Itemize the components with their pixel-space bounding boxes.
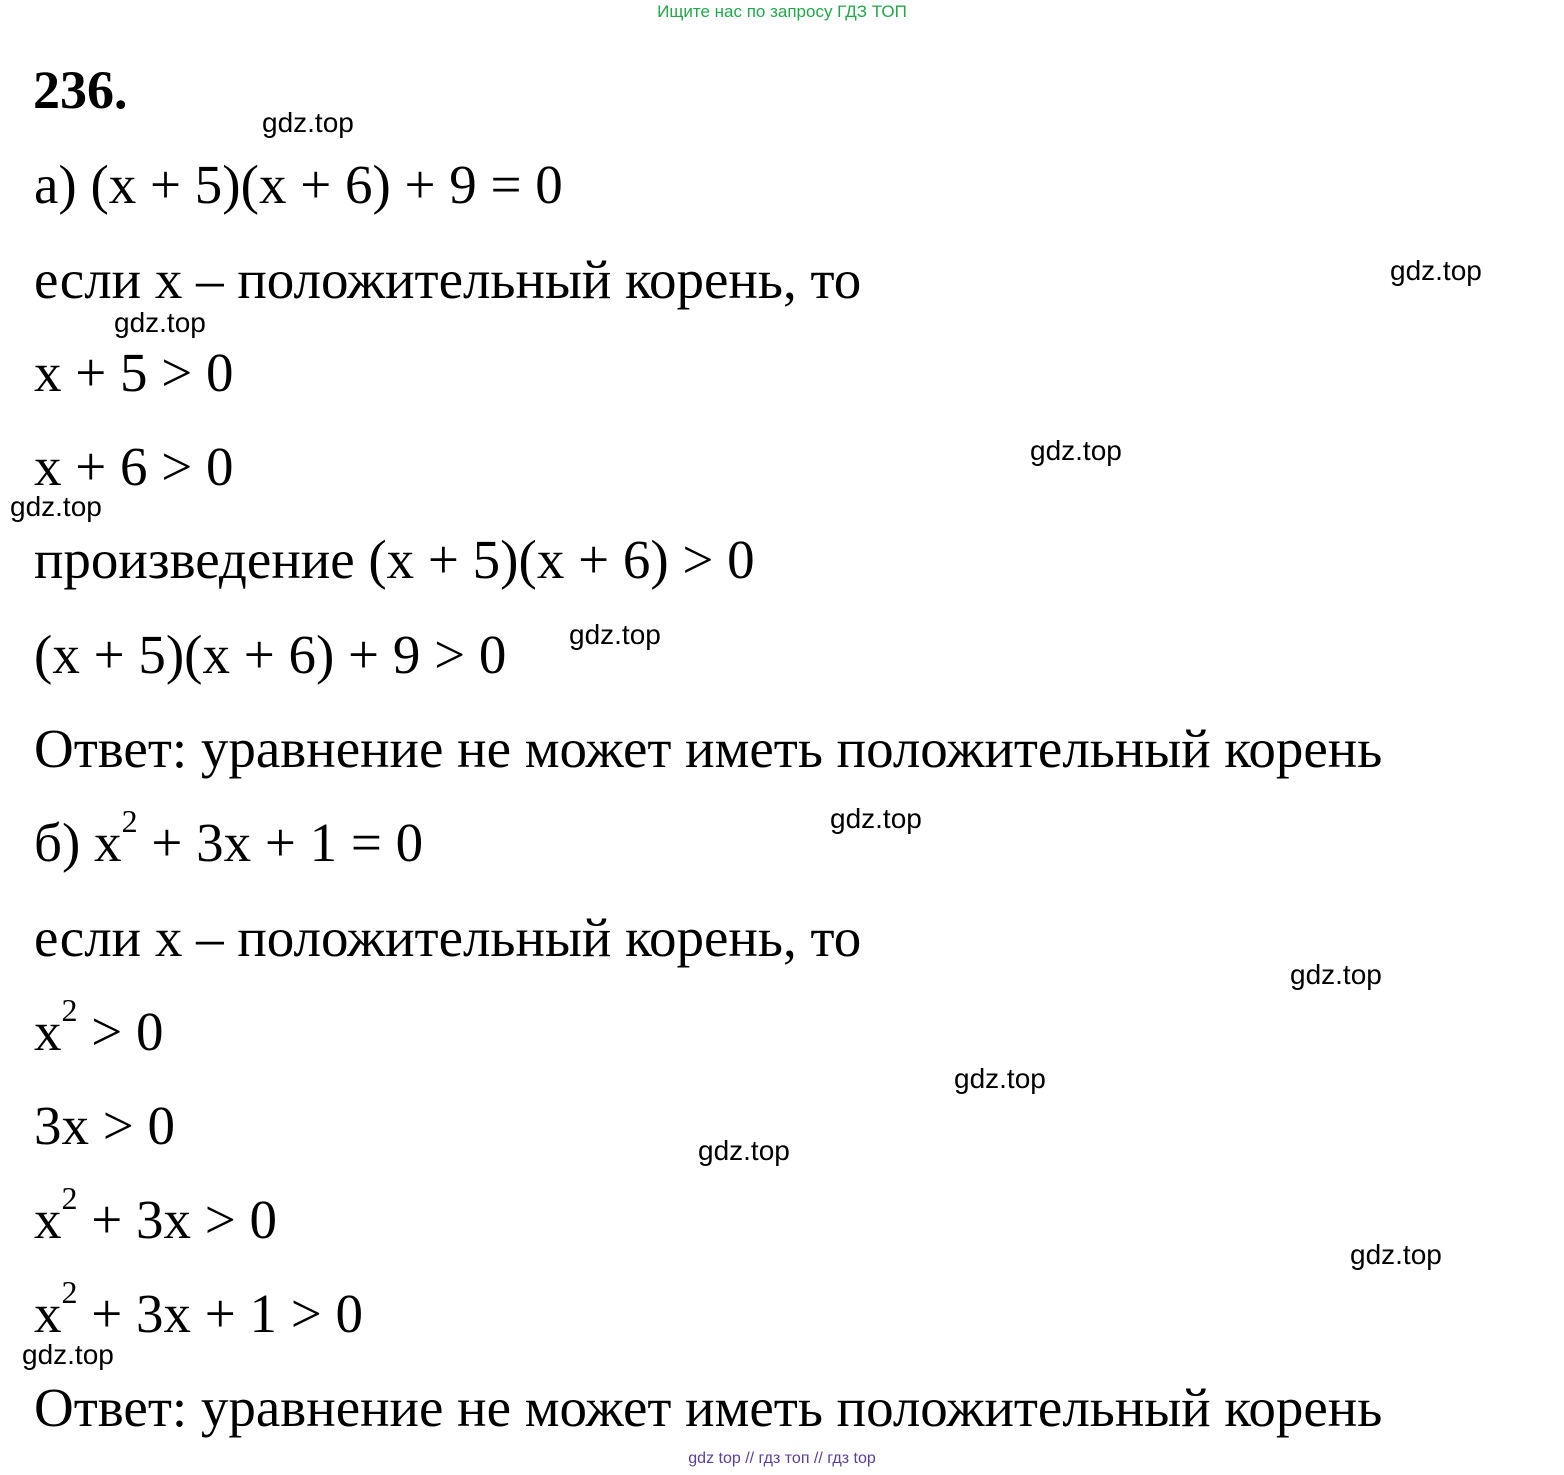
part-a-equation: а) (x + 5)(x + 6) + 9 = 0 (34, 154, 563, 215)
part-a-answer: Ответ: уравнение не может иметь положительный корень (34, 718, 1383, 779)
watermark: gdz.top (954, 1063, 1046, 1094)
part-a-product: произведение (x + 5)(x + 6) > 0 (34, 529, 755, 590)
watermark: gdz.top (262, 107, 354, 138)
watermark: gdz.top (1350, 1239, 1442, 1270)
part-a-inequality-2: x + 6 > 0 (34, 436, 234, 497)
watermark: gdz.top (114, 307, 206, 338)
part-b-inequality-4: $x^2 + 3x + 1 > 0$ (34, 1274, 364, 1344)
part-a-sum: (x + 5)(x + 6) + 9 > 0 (34, 624, 507, 685)
part-a-inequality-1: x + 5 > 0 (34, 342, 234, 403)
part-b-equation: б) $x^2 + 3x + 1 = 0$ (34, 803, 424, 873)
part-b-inequality-3: $x^2 + 3x > 0$ (34, 1180, 278, 1250)
part-b-inequality-2: 3x > 0 (34, 1095, 176, 1156)
part-b-inequality-1: $x^2 > 0$ (34, 992, 164, 1062)
watermark: gdz.top (830, 803, 922, 834)
footer-links: gdz top // гдз топ // гдз top (688, 1450, 876, 1467)
part-a-condition: если x – положительный корень, то (34, 249, 862, 310)
watermark: gdz.top (10, 491, 102, 522)
watermark: gdz.top (1390, 255, 1482, 286)
watermark: gdz.top (1030, 435, 1122, 466)
part-b-answer: Ответ: уравнение не может иметь положительный корень (34, 1377, 1383, 1438)
watermark: gdz.top (569, 619, 661, 650)
watermark: gdz.top (698, 1135, 790, 1166)
watermark: gdz.top (22, 1339, 114, 1370)
watermark: gdz.top (1290, 959, 1382, 990)
problem-number: 236. (33, 60, 128, 120)
part-b-condition: если x – положительный корень, то (34, 907, 862, 968)
top-banner: Ищите нас по запросу ГДЗ ТОП (657, 2, 907, 21)
